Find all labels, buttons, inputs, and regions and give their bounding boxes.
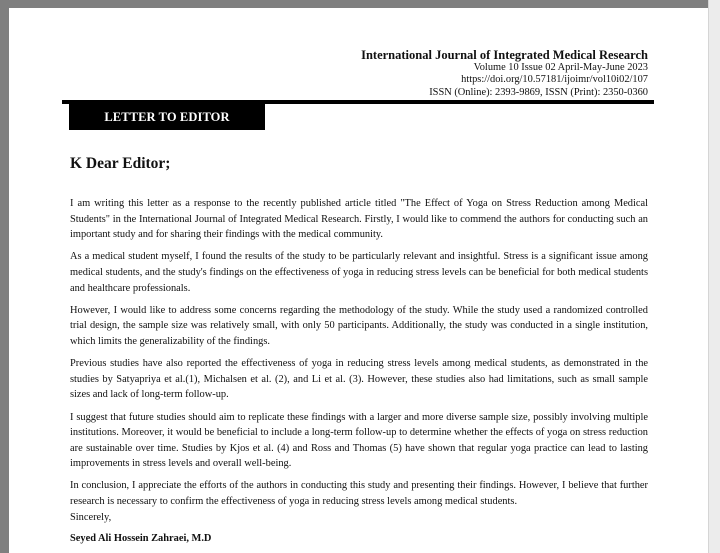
paragraph: In conclusion, I appreciate the efforts of the authors in conducting this study and presenting their findings. However, I believe that further research is necessary to confirm the effectiveness of yoga in reducing stress levels among medical students.: [70, 480, 648, 508]
journal-doi: https://doi.org/10.57181/ijoimr/vol10i02/107: [461, 74, 648, 86]
closing: Sincerely,: [70, 512, 112, 523]
paragraph: I am writing this letter as a response to the recently published article titled "The Effect of Yoga on Stress Reduction among Medical Students" in the International Journal of Integrated Medical Research. Firstly, I would like to commend the authors for conducting such an important study and for sharing their findings with the medical community.: [70, 198, 648, 241]
journal-header: [361, 48, 648, 99]
paragraph: As a medical student myself, I found the results of the study to be particularly relevant and insightful. Stress is a significant issue among medical students, and the study's findings on the effectiveness of yoga in reducing stress levels can be beneficial for both medical students and healthcare professionals.: [70, 251, 648, 294]
paragraph: However, I would like to address some concerns regarding the methodology of the study. While the study used a randomized controlled trial design, the sample size was relatively small, with only 50 participants. Additionally, the study was conducted in a single institution, which limits the generalizability of the findings.: [70, 304, 648, 347]
journal-title: International Journal of Integrated Medical Research: [361, 48, 648, 62]
section-label: LETTER TO EDITOR: [69, 104, 265, 130]
journal-issn: ISSN (Online): 2393-9869, ISSN (Print): 2350-0360: [429, 86, 648, 98]
viewer-scroll-track[interactable]: [708, 0, 720, 553]
salutation: K Dear Editor;: [70, 155, 171, 172]
journal-volume: Volume 10 Issue 02 April-May-June 2023: [473, 62, 648, 73]
signature: Seyed Ali Hossein Zahraei, M.D: [70, 533, 212, 544]
document-page: [9, 8, 709, 553]
paragraph: I suggest that future studies should aim to replicate these findings with a larger and more diverse sample size, possibly involving multiple institutions. Moreover, it would be beneficial to include a long-term follow-up to determine whether the effects of yoga on stress reduction are sustainable over time. Studies by Kjos et al. (4) and Ross and Thomas (5) have shown that regular yoga practice can lead to lasting improvements in stress levels and overall well-being.: [70, 411, 648, 470]
letter-body: [70, 196, 648, 516]
paragraph: Previous studies have also reported the effectiveness of yoga in reducing stress levels among medical students, as demonstrated in the studies by Satyapriya et al.(1), Michalsen et al. (2), and Li et al. (3). However, these studies also had limitations, such as small sample sizes and lack of long-term follow-up.: [70, 358, 648, 401]
